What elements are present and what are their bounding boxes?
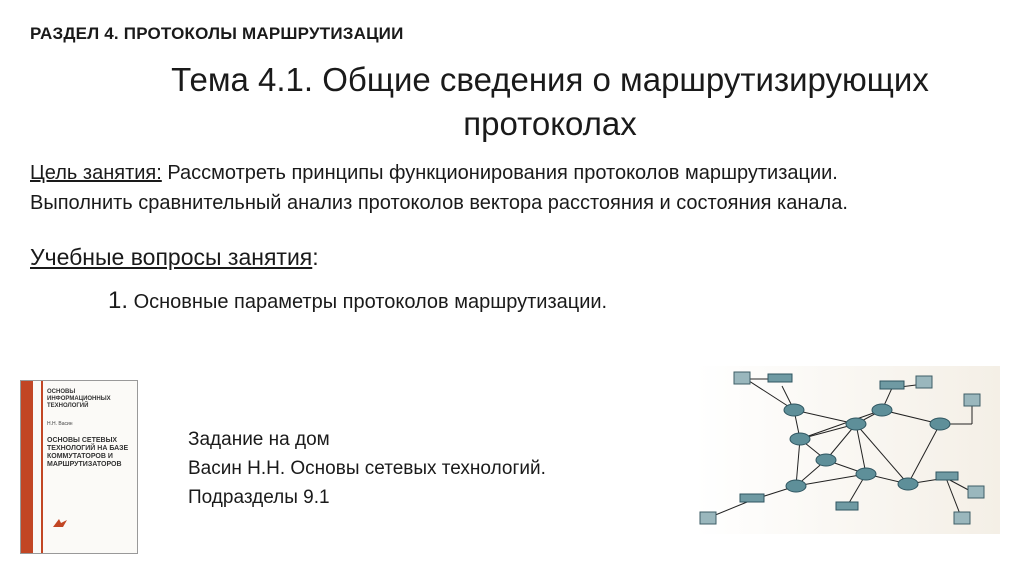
lesson-goal (30, 158, 1010, 218)
switch-icon (740, 494, 764, 502)
goal-line1 (30, 158, 1010, 188)
questions-colon: : (312, 244, 319, 270)
question-item (108, 287, 607, 315)
router-icon (846, 418, 866, 430)
router-icon (856, 468, 876, 480)
section-title: РАЗДЕЛ 4. ПРОТОКОЛЫ МАРШРУТИЗАЦИИ (30, 24, 404, 43)
question-text: Основные параметры протоколов маршрутизации. (128, 291, 608, 313)
homework-title: Задание на дом (188, 429, 330, 450)
questions-label: Учебные вопросы занятия (30, 244, 313, 270)
network-topology-image (696, 366, 1000, 534)
router-icon (784, 404, 804, 416)
homework-block (188, 425, 546, 512)
goal-label: Цель занятия: (30, 162, 162, 184)
router-icon (898, 478, 918, 490)
switch-icon (836, 502, 858, 510)
publisher-logo-icon (51, 517, 69, 529)
questions-heading (30, 244, 319, 271)
homework-sections: Подразделы 9.1 (188, 487, 330, 508)
computer-icon (700, 512, 716, 524)
book-title: ОСНОВЫ СЕТЕВЫХ ТЕХНОЛОГИЙ НА БАЗЕ КОММУТАТОРОВ И МАРШРУТИЗАТОРОВ (47, 437, 129, 468)
router-icon (872, 404, 892, 416)
book-cover-stripe (41, 381, 43, 553)
computer-icon (968, 486, 984, 498)
computer-icon (954, 512, 970, 524)
question-number: 1. (108, 287, 129, 314)
computer-icon (964, 394, 980, 406)
book-cover-image (20, 380, 138, 554)
topic-title-line1: Тема 4.1. Общие сведения о маршрутизирующих (171, 61, 929, 98)
router-icon (790, 433, 810, 445)
router-icon (816, 454, 836, 466)
switch-icon (936, 472, 958, 480)
computer-icon (734, 372, 750, 384)
homework-book: Васин Н.Н. Основы сетевых технологий. (188, 458, 546, 479)
book-author: Н.Н. Васин (47, 421, 73, 427)
router-icon (786, 480, 806, 492)
goal-text2: Выполнить сравнительный анализ протоколов вектора расстояния и состояния канала. (30, 192, 848, 214)
switch-icon (880, 381, 904, 389)
switch-icon (768, 374, 792, 382)
router-icon (930, 418, 950, 430)
goal-text1: Рассмотреть принципы функционирования протоколов маршрутизации. (161, 162, 838, 184)
topic-title-line2: протоколах (463, 105, 637, 142)
topic-title (100, 58, 1000, 146)
book-series: ОСНОВЫ ИНФОРМАЦИОННЫХ ТЕХНОЛОГИЙ (47, 389, 111, 409)
computer-icon (916, 376, 932, 388)
